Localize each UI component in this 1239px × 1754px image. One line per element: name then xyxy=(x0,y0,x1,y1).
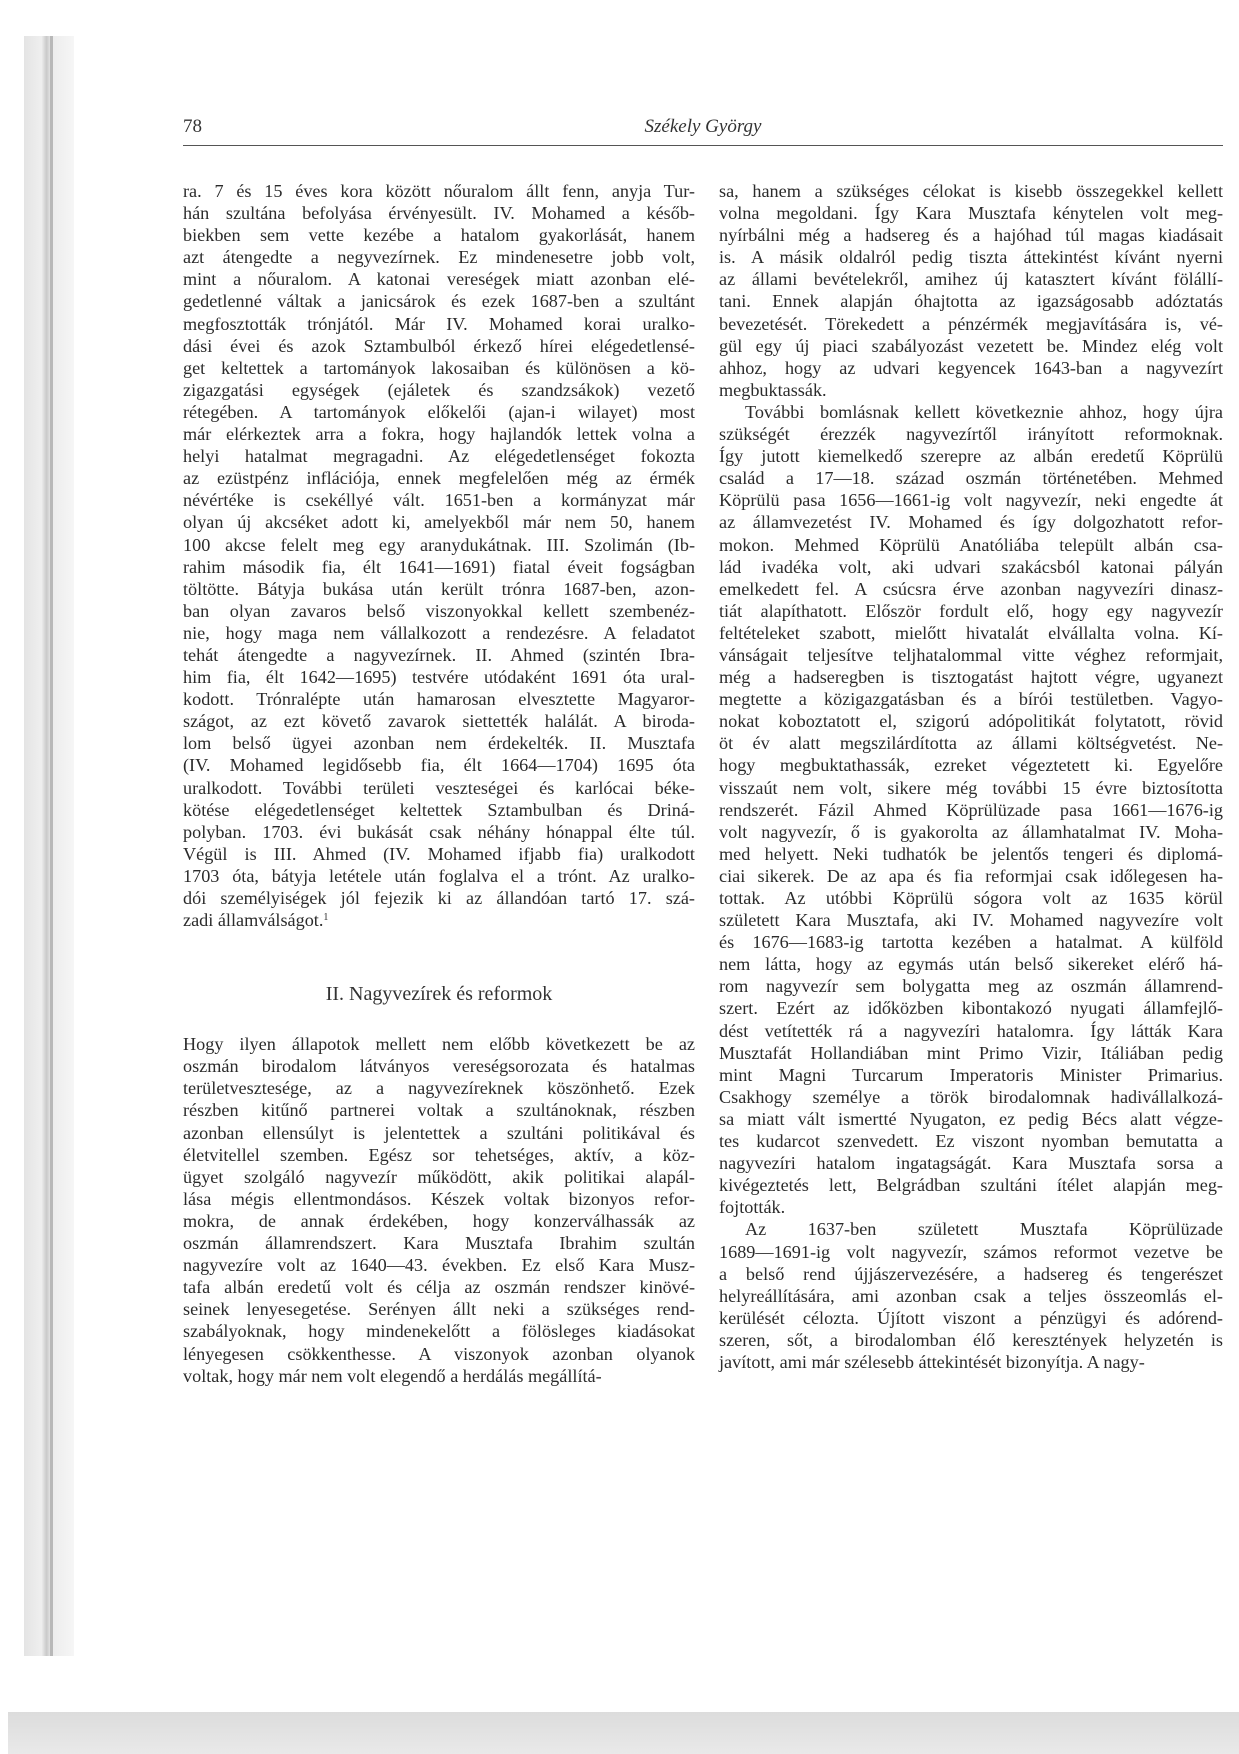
text-line xyxy=(719,1020,1223,1042)
text-line xyxy=(719,644,1223,666)
text-line xyxy=(719,600,1223,622)
text-line-content: is. A másik oldalról pedig tiszta áttekintést kívánt nyerni xyxy=(719,247,1223,268)
text-line-content: már elérkeztek arra a fokra, hogy hajlandók lettek volna a xyxy=(183,424,695,445)
text-line-content: az ezüstpénz inflációja, ennek megfelelően még az érmék xyxy=(183,468,695,489)
text-line-content: 1689—1691-ig volt nagyvezír, számos reformot vezetve be xyxy=(719,1241,1223,1262)
text-line-content: lényegesen csökkenthesse. A viszonyok azonban olyanok xyxy=(183,1343,695,1364)
text-line xyxy=(719,975,1223,997)
text-line xyxy=(719,1351,1223,1373)
text-line-content: sa, hanem a szükséges célokat is kisebb összegekkel kellett xyxy=(719,181,1223,201)
text-line xyxy=(183,865,695,887)
text-line xyxy=(183,1166,695,1188)
text-line xyxy=(719,732,1223,754)
text-line xyxy=(719,1086,1223,1108)
text-line xyxy=(183,1188,695,1210)
text-line xyxy=(183,732,695,754)
text-line-content: tani. Ennek alapján óhajtotta az igazságosabb adóztatás xyxy=(719,291,1223,312)
text-line-content: nokat koboztatott el, szigorú adópolitikát folytatott, rövid xyxy=(719,711,1223,732)
text-line-content: szert. Ezért az időközben kibontakozó nyugati államfejlő- xyxy=(719,998,1223,1019)
text-line xyxy=(719,534,1223,556)
text-line-content: kivégeztetés lett, Belgrádban szultáni ítélet alapján meg- xyxy=(719,1175,1223,1196)
scan-page-edge-shadow xyxy=(24,36,74,1656)
text-line xyxy=(183,1210,695,1232)
text-line-content: rom nagyvezír sem bolygatta meg az oszmán államrend- xyxy=(719,976,1223,997)
text-line xyxy=(719,489,1223,511)
text-line xyxy=(183,1276,695,1298)
text-line xyxy=(719,556,1223,578)
text-line-content: Csakhogy személye a török birodalomnak hadivállalkozá- xyxy=(719,1086,1223,1107)
text-line xyxy=(183,224,695,246)
text-line-content: öt év alatt megszilárdította az állami költségvetést. Ne- xyxy=(719,733,1223,754)
text-line-content: ban olyan zavaros belső viszonyokkal kellett szembenéz- xyxy=(183,600,695,621)
text-line xyxy=(719,467,1223,489)
text-line xyxy=(183,1298,695,1320)
running-header xyxy=(183,112,1223,142)
text-line xyxy=(719,1196,1223,1218)
text-line xyxy=(719,777,1223,799)
text-line xyxy=(183,688,695,710)
text-line-content: Hogy ilyen állapotok mellett nem előbb következett be az xyxy=(183,1034,695,1055)
page-number: 78 xyxy=(183,116,202,137)
section-gap xyxy=(183,931,695,981)
text-line xyxy=(719,180,1223,202)
text-line xyxy=(719,799,1223,821)
text-line-content: volna megoldani. Így Kara Musztafa kénytelen volt meg- xyxy=(719,203,1223,224)
text-line-content: sa miatt vált ismertté Nyugaton, ez pedig Bécs alatt végze- xyxy=(719,1108,1223,1129)
text-line xyxy=(183,1055,695,1077)
text-line-content: szabályoknak, hogy mindenekelőtt a fölösleges kiadásokat xyxy=(183,1321,695,1342)
text-line-content: ahhoz, hogy az udvari kegyencek 1643-ban a nagyvezírt xyxy=(719,357,1223,378)
paragraph-right-2 xyxy=(719,401,1223,1218)
text-line xyxy=(183,600,695,622)
text-line-content: bevezetését. Törekedett a pénzérmék megjavítására is, vé- xyxy=(719,313,1223,334)
text-line-content: hán szultána befolyása érvényesült. IV. Mohamed a későb- xyxy=(183,203,695,224)
text-line-content: visszaút nem volt, sikere még további 15 évre biztosította xyxy=(719,777,1223,798)
text-line-content: rétegében. A tartományok előkelői (ajan-i wilayet) most xyxy=(183,401,695,422)
text-line xyxy=(183,1343,695,1365)
text-line-content: gedetlenné váltak a janicsárok és ezek 1687-ben a szultánt xyxy=(183,291,695,312)
text-line xyxy=(183,467,695,489)
text-line xyxy=(183,799,695,821)
text-line-content: ra. 7 és 15 éves kora között nőuralom állt fenn, anyja Tur- xyxy=(183,181,695,201)
text-line-content: az állami bevételekről, amihez új katasztert kívánt fölállí- xyxy=(719,269,1223,290)
text-line-content: zadi államválságot. xyxy=(183,910,324,931)
text-line xyxy=(183,622,695,644)
text-line-content: az államvezetést IV. Mohamed és így dolgozhatott refor- xyxy=(719,512,1223,533)
text-line-content: vánságait teljesítve teljhatalommal vitte véghez reformjait, xyxy=(719,644,1223,665)
text-line-content: rahim második fia, élt 1641—1691) fiatal éveit fogságban xyxy=(183,556,695,577)
text-line-content: kötése elégedetlenséget keltettek Sztambulban és Driná- xyxy=(183,799,695,820)
text-line-content: polyban. 1703. évi bukását csak néhány hónappal élte túl. xyxy=(183,821,695,842)
running-head-author: Székely György xyxy=(644,116,762,137)
text-line xyxy=(183,843,695,865)
text-line xyxy=(719,710,1223,732)
right-column xyxy=(719,180,1223,1373)
text-line xyxy=(183,290,695,312)
text-line-content: megtette a közigazgatásban és a bírói testületben. Vagyo- xyxy=(719,689,1223,710)
text-line-content: tes kudarcot szenvedett. Ez viszont nyomban bemutatta a xyxy=(719,1131,1223,1152)
text-line-content: ügyet szolgáló nagyvezír működött, akik politikai alapál- xyxy=(183,1166,695,1187)
text-line xyxy=(719,313,1223,335)
text-line-content: hogy megbuktathassák, ezreket végeztetett ki. Egyelőre xyxy=(719,755,1223,776)
text-line xyxy=(719,202,1223,224)
text-line xyxy=(183,1320,695,1342)
text-line-content: névértéke is csekéllyé vált. 1651-ben a kormányzat már xyxy=(183,490,695,511)
section-heading: II. Nagyvezírek és reformok xyxy=(325,983,553,1006)
text-line-content: 100 akcse felelt meg egy aranydukátnak. III. Szolimán (Ib- xyxy=(183,534,695,555)
text-line xyxy=(719,1130,1223,1152)
text-line xyxy=(183,357,695,379)
text-line xyxy=(719,1285,1223,1307)
text-line-content: További bomlásnak kellett következnie ahhoz, hogy újra xyxy=(745,401,1223,422)
text-line xyxy=(719,290,1223,312)
text-line-content: olyan új akcséket adott ki, amelyekből már nem 50, hanem xyxy=(183,512,695,533)
text-line xyxy=(719,666,1223,688)
text-line xyxy=(183,821,695,843)
text-line xyxy=(719,1307,1223,1329)
text-line xyxy=(719,997,1223,1019)
text-line xyxy=(719,268,1223,290)
text-line xyxy=(719,821,1223,843)
text-line-content: tottak. Az utóbbi Köprülü sógora volt az 1635 körül xyxy=(719,888,1223,908)
text-line xyxy=(183,666,695,688)
text-line xyxy=(719,401,1223,423)
scan-bottom-margin xyxy=(8,1712,1239,1754)
text-line-content: voltak, hogy már nem volt elegendő a herdálás megállítá- xyxy=(183,1365,602,1386)
text-line-content: tiát alapíthatott. Először fordult elő, hogy egy nagyvezír xyxy=(719,600,1223,621)
text-line xyxy=(183,644,695,666)
text-line xyxy=(183,489,695,511)
text-line-content: oszmán államrendszert. Kara Musztafa Ibrahim szultán xyxy=(183,1233,695,1254)
text-line xyxy=(719,423,1223,445)
text-line-content: lása mégis ellentmondásos. Készek voltak bizonyos refor- xyxy=(183,1188,695,1209)
text-line xyxy=(719,1174,1223,1196)
text-line xyxy=(183,710,695,732)
text-line-content: nagyvezíri hatalom ingatagságát. Kara Musztafa sorsa a xyxy=(719,1153,1223,1174)
text-line-content: család a 17—18. század oszmán történetében. Mehmed xyxy=(719,468,1223,489)
text-line xyxy=(183,887,695,909)
text-line-content: szükségét érezzék nagyvezírtől irányított reformoknak. xyxy=(719,424,1223,445)
text-line-content: javított, ami már szélesebb áttekintését bizonyítja. A nagy- xyxy=(719,1351,1145,1372)
text-line-content: életvitellel szemben. Egész sor tehetséges, aktív, a köz- xyxy=(183,1144,695,1165)
text-line xyxy=(719,1042,1223,1064)
header-rule xyxy=(183,145,1223,146)
text-line xyxy=(719,688,1223,710)
text-line-content: ciai sikerek. De az apa és fia reformjai csak időlegesen ha- xyxy=(719,865,1223,886)
text-line-content: nyírbálni még a hadsereg és a hajóhad túl magas kiadásait xyxy=(719,225,1223,246)
text-line xyxy=(719,357,1223,379)
text-line xyxy=(183,379,695,401)
text-line xyxy=(719,578,1223,600)
text-line-content: helyreállítására, ami azonban csak a teljes összeomlás el- xyxy=(719,1285,1223,1306)
text-line xyxy=(183,578,695,600)
text-line-content: get keltettek a tartományok lakosaiban és különösen a kö- xyxy=(183,357,695,378)
text-line-content: Végül is III. Ahmed (IV. Mohamed ifjabb fia) uralkodott xyxy=(183,843,695,864)
paragraph-right-3 xyxy=(719,1218,1223,1373)
text-line xyxy=(719,953,1223,975)
text-line xyxy=(183,1033,695,1055)
text-line-content: megbuktassák. xyxy=(719,379,827,400)
text-line-content: nie, hogy maga nem vállalkozott a rendezésre. A feladatot xyxy=(183,622,695,643)
text-line-content: mokon. Mehmed Köprülü Anatóliába települt albán csa- xyxy=(719,534,1223,555)
text-line-content: mint Magni Turcarum Imperatoris Minister Primarius. xyxy=(719,1064,1223,1085)
text-line-content: Így jutott kiemelkedő szerepre az albán eredetű Köprülü xyxy=(719,446,1223,467)
text-line-content: med helyett. Neki tudhatók be jelentős tengeri és diplomá- xyxy=(719,843,1223,864)
text-line-content: lom belső ügyei azonban nem érdekelték. II. Musztafa xyxy=(183,733,695,754)
text-line xyxy=(183,246,695,268)
text-line-content: nagyvezíre volt az 1640—43. években. Ez első Kara Musz- xyxy=(183,1255,695,1276)
text-line-content: oszmán birodalom látványos vereségsorozata és hatalmas xyxy=(183,1056,695,1077)
paragraph-right-1 xyxy=(719,180,1223,401)
text-line xyxy=(183,1122,695,1144)
text-line xyxy=(183,556,695,578)
text-line xyxy=(183,401,695,423)
text-line xyxy=(719,224,1223,246)
text-line-content: emelkedett fel. A csúcsra érve azonban nagyvezíri dinasz- xyxy=(719,578,1223,599)
text-line-content: dést vetítették rá a nagyvezíri hatalomra. Így látták Kara xyxy=(719,1020,1223,1041)
text-line-content: uralkodott. További területi veszteségei és karlócai béke- xyxy=(183,777,695,798)
text-line-content: született Kara Musztafa, aki IV. Mohamed nagyvezíre volt xyxy=(719,910,1223,931)
scan-binding-edge xyxy=(50,36,53,1656)
text-line-content: dási évei és azok Sztambulból érkező hírei elégedetlensé- xyxy=(183,335,695,356)
text-line-content: him fia, élt 1642—1695) testvére utódaként 1691 óta ural- xyxy=(183,667,695,688)
text-line-content: azt átengedte a negyvezírnek. Ez mindenesetre jobb volt, xyxy=(183,247,695,268)
text-line xyxy=(183,1077,695,1099)
text-line xyxy=(183,423,695,445)
text-line-content: részben kitűnő partnerei voltak a szultánoknak, részben xyxy=(183,1100,695,1121)
text-line xyxy=(183,534,695,556)
text-line-content: gül egy új piaci szabályozást vezetett be. Mindez elég volt xyxy=(719,335,1223,356)
text-line-content: volt nagyvezír, ő is gyakorolta az államhatalmat IV. Moha- xyxy=(719,821,1223,842)
text-line xyxy=(183,335,695,357)
text-line-content: Köprülü pasa 1656—1661-ig volt nagyvezír, neki engedte át xyxy=(719,490,1223,511)
text-line-content: (IV. Mohamed legidősebb fia, élt 1664—1704) 1695 óta xyxy=(183,755,695,776)
text-line-content: és 1676—1683-ig tartotta kezében a hatalmat. A külföld xyxy=(719,932,1223,953)
text-line xyxy=(183,754,695,776)
text-line xyxy=(719,865,1223,887)
paragraph-left-1 xyxy=(183,180,695,931)
text-line xyxy=(719,1152,1223,1174)
text-line-content: tafa albán eredetű volt és célja az oszmán rendszer kinövé- xyxy=(183,1277,695,1298)
text-line-content: Az 1637-ben született Musztafa Köprülüzade xyxy=(745,1219,1223,1240)
text-line-content: 1703 óta, bátyja letétele után foglalva el a trónt. Az uralko- xyxy=(183,865,695,886)
text-line xyxy=(183,909,695,931)
text-line-content: töltötte. Bátyja bukása után került trónra 1687-ben, azon- xyxy=(183,578,695,599)
text-line xyxy=(719,379,1223,401)
text-line xyxy=(719,1064,1223,1086)
paragraph-left-2 xyxy=(183,1033,695,1387)
text-line-content: mokra, de annak érdekében, hogy konzerválhassák az xyxy=(183,1210,695,1231)
text-line xyxy=(719,754,1223,776)
text-line-content: még a hadseregben is tisztogatást hajtott végre, ugyanezt xyxy=(719,667,1223,688)
text-line-content: szeren, sőt, a birodalomban élő keresztények helyzetén is xyxy=(719,1329,1223,1350)
text-line xyxy=(719,1241,1223,1263)
text-line xyxy=(719,909,1223,931)
text-line xyxy=(183,445,695,467)
text-line xyxy=(183,313,695,335)
text-line xyxy=(719,445,1223,467)
text-line-content: nem látta, hogy az egymás után belső sikereket elérő há- xyxy=(719,954,1223,975)
text-line-content: Musztafát Hollandiában mint Primo Vizir, Itáliában pedig xyxy=(719,1042,1223,1063)
text-line xyxy=(719,511,1223,533)
text-line-content: rendszerét. Fázil Ahmed Köprülüzade pasa 1661—1676-ig xyxy=(719,799,1223,820)
text-line xyxy=(183,202,695,224)
footnote-marker[interactable]: 1 xyxy=(323,912,329,924)
text-line xyxy=(183,1232,695,1254)
text-line xyxy=(719,887,1223,909)
text-line xyxy=(183,777,695,799)
text-line-content: tehát átengedte a nagyvezírnek. II. Ahmed (szintén Ibra- xyxy=(183,644,695,665)
text-line-content: megfosztották trónjától. Már IV. Mohamed korai uralko- xyxy=(183,313,695,334)
text-line-content: seinek lenyesegetése. Serényen állt neki a szükséges rend- xyxy=(183,1299,695,1320)
text-line-content: a belső rend újjászervezésére, a hadsereg és tengerészet xyxy=(719,1263,1223,1284)
text-line xyxy=(183,1254,695,1276)
text-line-content: biekben sem vette kezébe a hatalom gyakorlását, hanem xyxy=(183,225,695,246)
text-line-content: mint a nőuralom. A katonai vereségek miatt azonban elé- xyxy=(183,269,695,290)
text-line-content: kerülését célozta. Újított viszont a pénzügyi és adórend- xyxy=(719,1307,1223,1328)
text-line xyxy=(719,1218,1223,1240)
text-line xyxy=(183,268,695,290)
text-line xyxy=(719,1263,1223,1285)
text-line xyxy=(183,1144,695,1166)
text-line-content: zigazgatási egységek (ejáletek és szandzsákok) vezető xyxy=(183,379,695,400)
text-line xyxy=(719,1108,1223,1130)
text-line-content: fojtották. xyxy=(719,1197,786,1218)
text-line-content: lád ivadéka volt, aki udvari szakácsból katonai pályán xyxy=(719,556,1223,577)
text-line-content: dói személyiségek jól fejezik ki az állandóan tartó 17. szá- xyxy=(183,888,695,908)
text-line xyxy=(719,622,1223,644)
text-line-content: feltételeket szabott, mielőtt hivatalát elvállalta volna. Kí- xyxy=(719,622,1223,643)
text-line xyxy=(719,931,1223,953)
text-line xyxy=(183,1099,695,1121)
text-line xyxy=(183,1365,695,1387)
text-line-content: azonban ellensúlyt is jelentettek a szultáni politikával és xyxy=(183,1122,695,1143)
text-line xyxy=(719,335,1223,357)
text-line xyxy=(719,1329,1223,1351)
text-line xyxy=(719,843,1223,865)
text-line-content: kodott. Trónralépte után hamarosan elvesztette Magyaror- xyxy=(183,689,695,710)
text-line-content: szágot, az ezt követő zavarok siettették halálát. A biroda- xyxy=(183,711,695,732)
text-line xyxy=(183,180,695,202)
text-line xyxy=(719,246,1223,268)
text-line xyxy=(183,511,695,533)
text-line-content: helyi hatalmat megragadni. Az elégedetlenséget fokozta xyxy=(183,446,695,467)
text-line-content: területvesztesége, az a nagyvezíreknek köszönhető. Ezek xyxy=(183,1078,695,1099)
left-column xyxy=(183,180,695,1387)
